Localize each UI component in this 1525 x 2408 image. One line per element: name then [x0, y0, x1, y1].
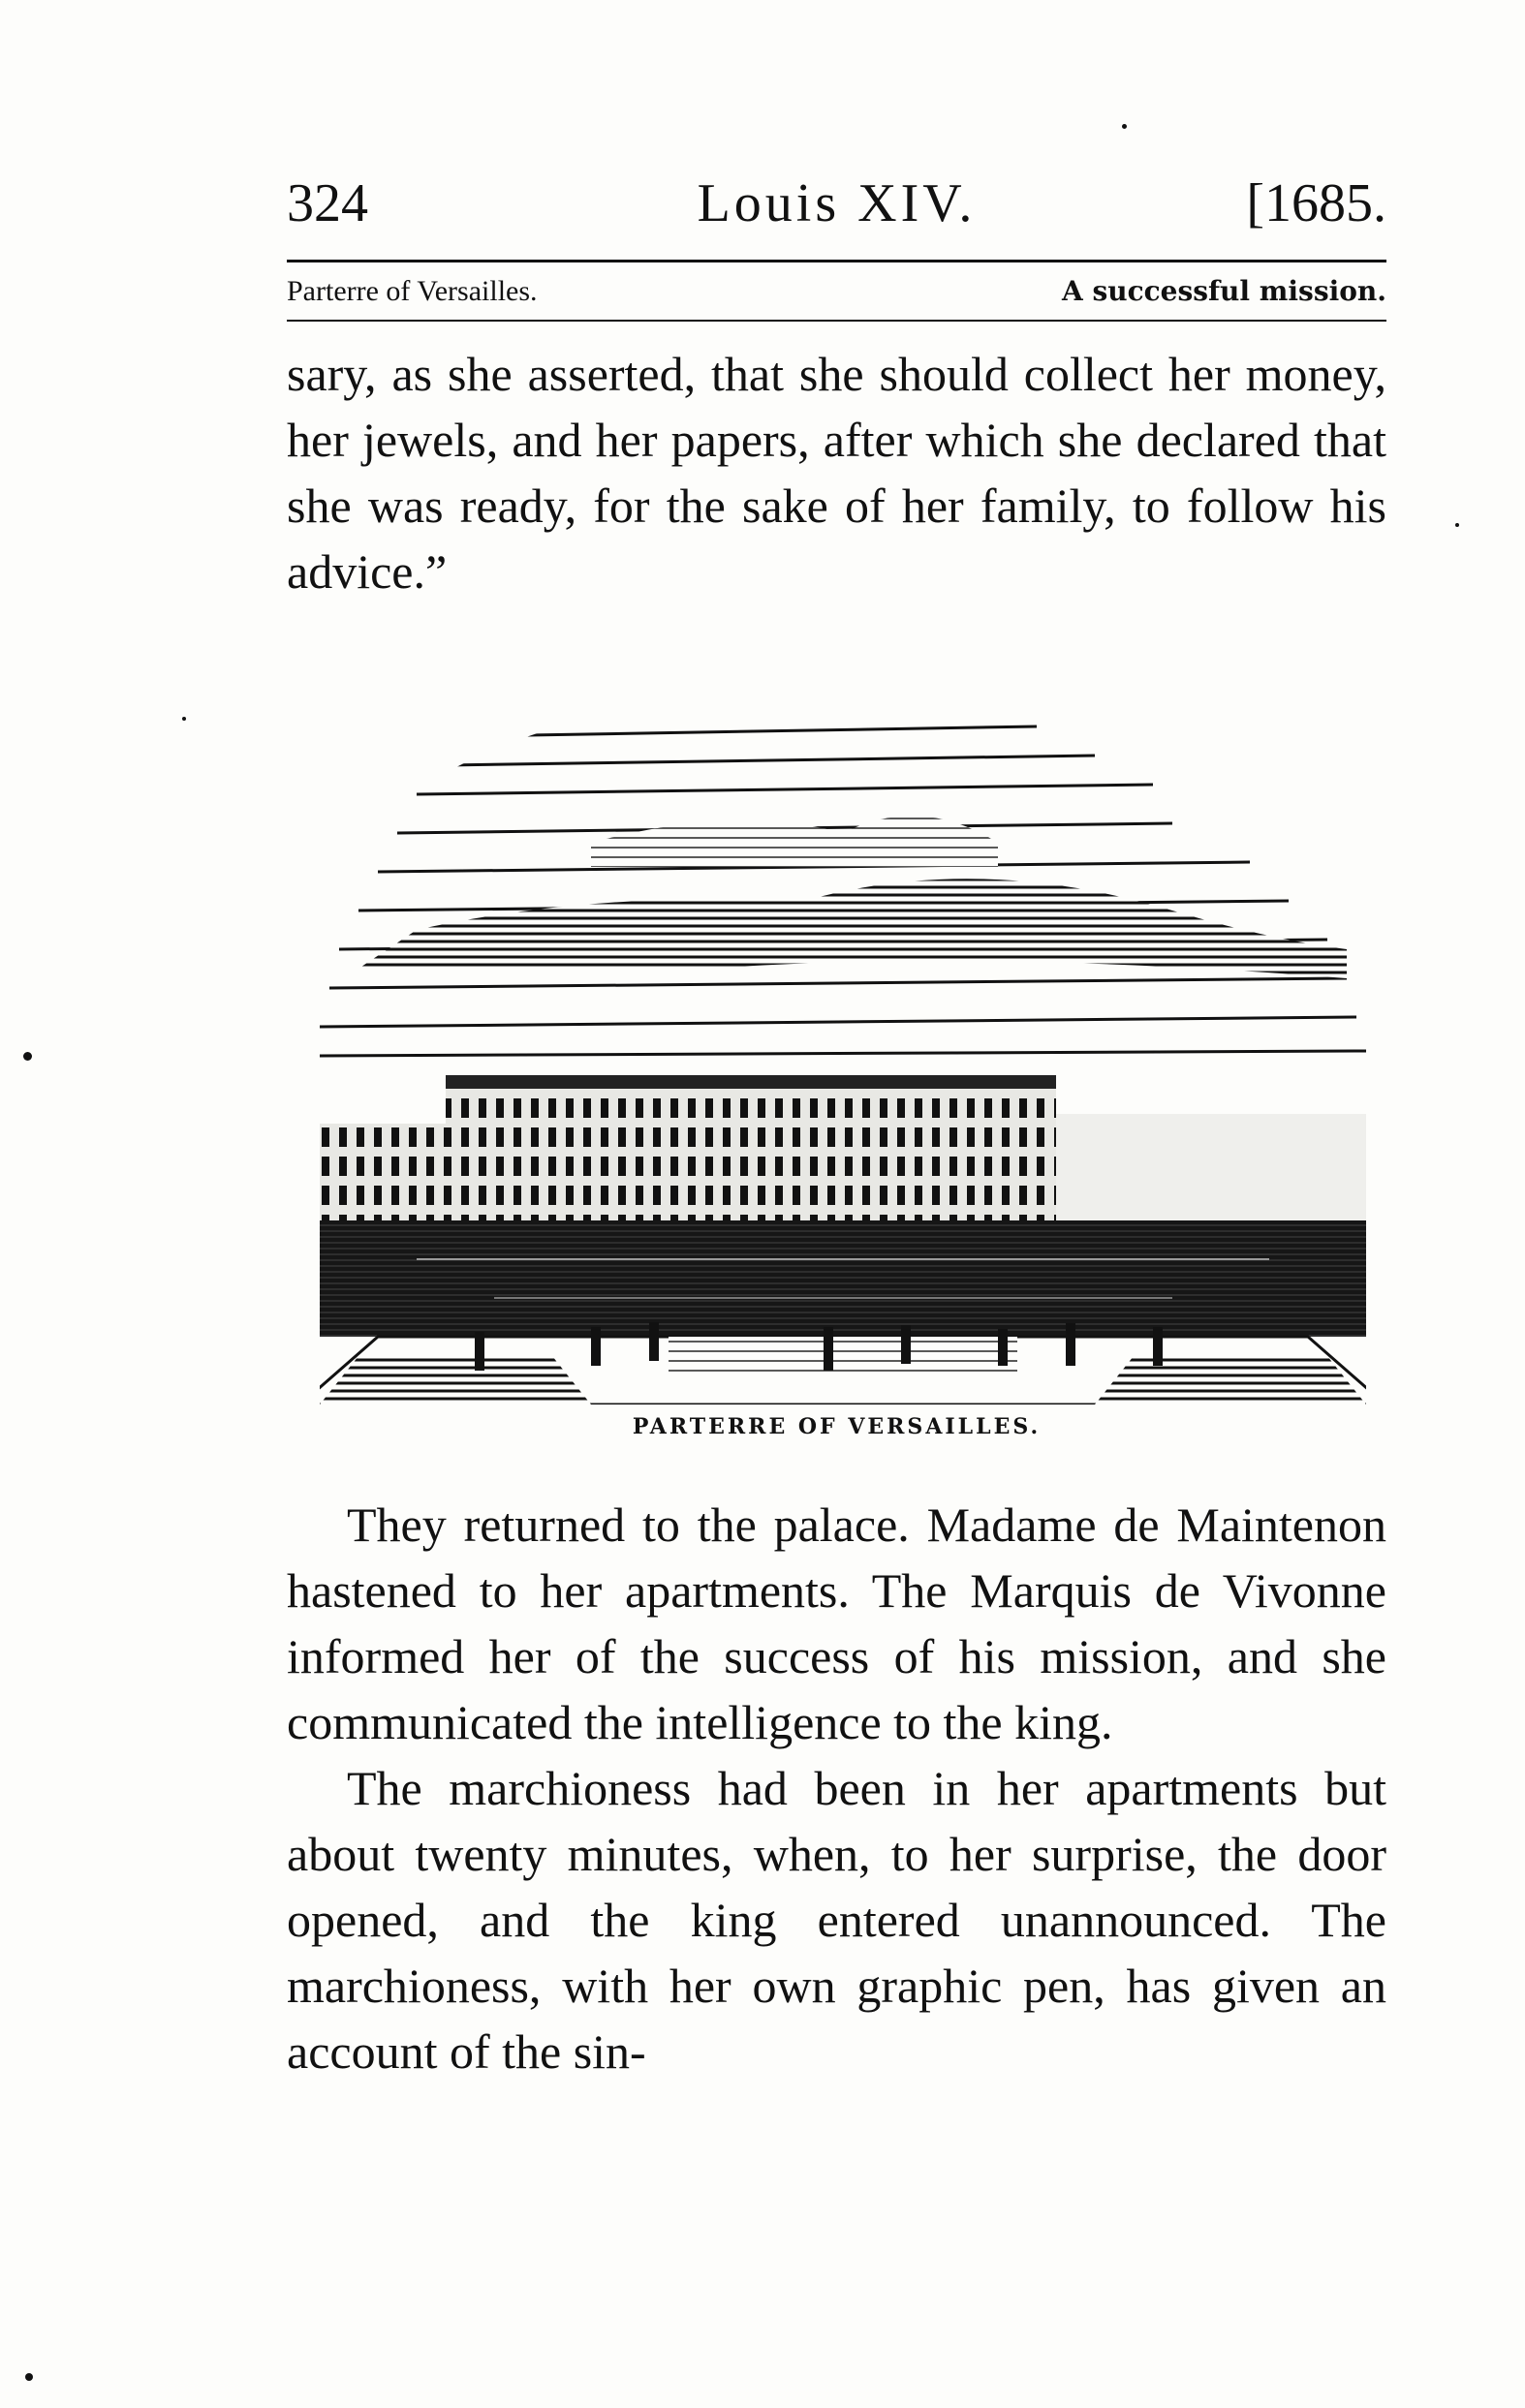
running-head	[287, 165, 1386, 242]
versailles-engraving	[300, 659, 1385, 1405]
ink-speck	[1122, 124, 1127, 129]
ink-speck	[23, 1052, 32, 1061]
ink-speck	[182, 717, 186, 721]
ink-speck	[25, 2373, 33, 2381]
running-title: Louis XIV.	[697, 173, 977, 233]
paragraph-continued	[287, 341, 1386, 604]
paragraph: They returned to the palace. Madame de Maintenon hastened to her apartments. The Marquis de Vivonne informed her of the success of his mission, and she communicated the intelligence to the king.	[287, 1497, 1386, 1749]
subheader-rule	[287, 320, 1386, 322]
illustration-caption: PARTERRE OF VERSAILLES.	[632, 1414, 1042, 1439]
paragraph: The marchioness had been in her apartments but about twenty minutes, when, to her surprise, the door opened, and the king entered unannounced. The marchioness, with her own graphic pen, has given an account of the sin-	[287, 1761, 1386, 2079]
running-year: [1685.	[1246, 173, 1386, 233]
header-rule	[287, 260, 1386, 262]
subheader-right: A successful mission.	[1061, 275, 1386, 307]
page-number: 324	[287, 173, 368, 233]
subheader	[287, 267, 1386, 316]
subheader-left: Parterre of Versailles.	[287, 275, 538, 307]
paragraph: sary, as she asserted, that she should collect her money, her jewels, and her papers, after which she declared that she was ready, for the sake of her family, to follow his advice.”	[287, 347, 1386, 599]
ink-speck	[1455, 523, 1459, 527]
main-text	[287, 1492, 1386, 2084]
